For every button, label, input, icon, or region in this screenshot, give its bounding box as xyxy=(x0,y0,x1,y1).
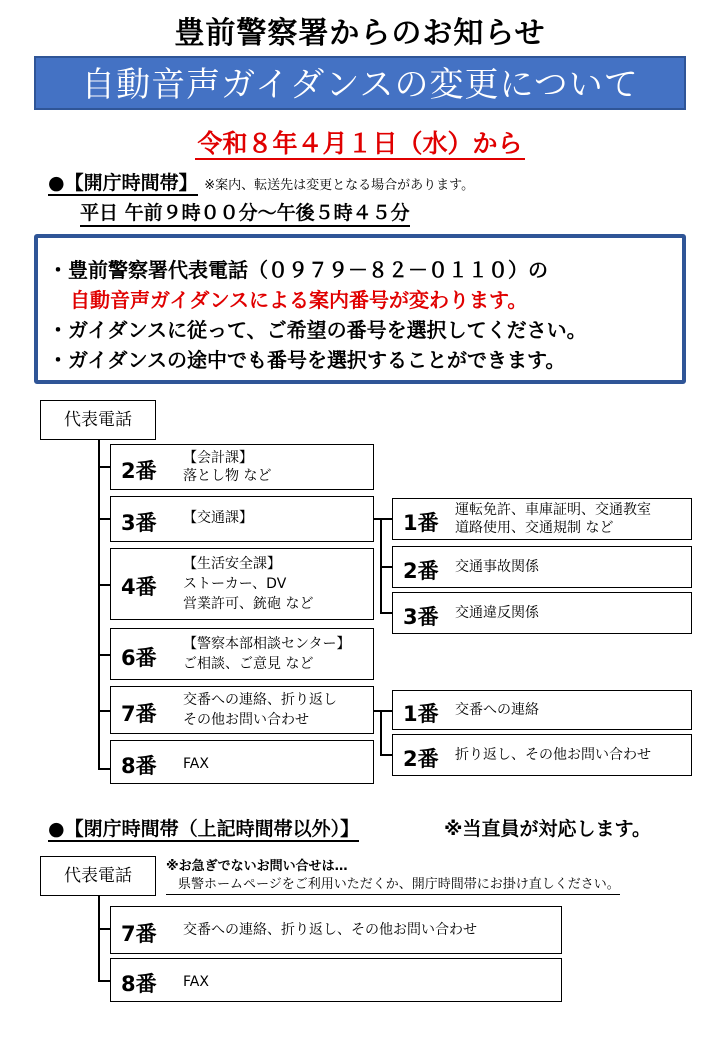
open-hours-note: ※案内、転送先は変更となる場合があります。 xyxy=(204,178,475,193)
tree1-branch-line xyxy=(98,518,110,520)
menu-item-8 xyxy=(110,740,374,784)
submenu-7-2 xyxy=(392,734,692,776)
tree1-branch-line xyxy=(98,654,110,656)
bullet-icon: ● xyxy=(48,172,65,194)
submenu-3-2 xyxy=(392,546,692,588)
menu-item-desc-1: 【会計課】 xyxy=(183,450,253,466)
menu-item-number: 8番 xyxy=(121,972,157,996)
closed-item-7 xyxy=(110,906,562,954)
menu-item-desc-2: ご相談、ご意見 など xyxy=(183,656,314,672)
open-hours-heading xyxy=(48,168,474,195)
menu-item-number: 8番 xyxy=(121,754,157,778)
menu-item-2 xyxy=(110,444,374,490)
submenu-number: 1番 xyxy=(403,702,439,726)
menu-item-6 xyxy=(110,628,374,680)
submenu-desc-1: 折り返し、その他お問い合わせ xyxy=(455,747,651,763)
submenu-3-1 xyxy=(392,498,692,540)
open-hours-mark xyxy=(48,172,198,196)
submenu-desc-2: 道路使用、交通規制 など xyxy=(455,520,614,536)
submenu-number: 2番 xyxy=(403,747,439,771)
menu-item-desc-1: 【交通課】 xyxy=(183,510,253,526)
tree1-branch-line xyxy=(98,768,110,770)
sub7-trunk-line xyxy=(380,710,382,754)
menu-item-7 xyxy=(110,686,374,734)
menu-item-desc-3: 営業許可、銃砲 など xyxy=(183,596,314,612)
menu-item-desc-1: FAX xyxy=(183,756,209,772)
effective-date xyxy=(0,124,720,160)
sub3-branch-line xyxy=(374,518,392,520)
submenu-number: 2番 xyxy=(403,559,439,583)
sub7-branch-line xyxy=(374,710,392,712)
menu-item-3 xyxy=(110,496,374,542)
menu-item-desc-1: FAX xyxy=(183,974,209,990)
menu-item-desc-1: 【警察本部相談センター】 xyxy=(183,636,351,652)
submenu-desc-1: 運転免許、車庫証明、交通教室 xyxy=(455,502,651,518)
submenu-7-1 xyxy=(392,690,692,730)
tree2-note-2: 県警ホームページをご利用いただくか、開庁時間帯にお掛け直しください。 xyxy=(166,876,620,895)
notice-title: 豊前警察署からのお知らせ xyxy=(174,16,546,51)
info-line-1: ・豊前警察署代表電話（０９７９－８２－０１１０）の xyxy=(48,258,548,282)
closed-hours-mark xyxy=(48,818,359,842)
closed-hours-note: ※当直員が対応します。 xyxy=(444,818,651,840)
tree2-note-1: ※お急ぎでないお問い合せは… xyxy=(166,859,348,874)
bullet-icon: ● xyxy=(48,818,65,840)
menu-item-desc-2: 落とし物 など xyxy=(183,468,272,484)
closed-item-8 xyxy=(110,958,562,1002)
tree1-branch-line xyxy=(98,710,110,712)
submenu-desc-1: 交通事故関係 xyxy=(455,559,539,575)
submenu-number: 1番 xyxy=(403,511,439,535)
tree1-branch-line xyxy=(98,466,110,468)
submenu-desc-1: 交番への連絡 xyxy=(455,702,539,718)
sub7-branch-line xyxy=(380,754,392,756)
tree2-trunk-line xyxy=(98,894,100,982)
sub3-branch-line xyxy=(380,566,392,568)
menu-item-number: 2番 xyxy=(121,459,157,483)
menu-item-desc-2: その他お問い合わせ xyxy=(183,712,309,728)
submenu-3-3 xyxy=(392,592,692,634)
menu-item-number: 7番 xyxy=(121,922,157,946)
notice-banner: 自動音声ガイダンスの変更について xyxy=(34,56,686,110)
menu-item-number: 6番 xyxy=(121,646,157,670)
menu-item-desc-1: 交番への連絡、折り返し xyxy=(183,692,337,708)
sub3-branch-line xyxy=(380,612,392,614)
tree2-branch-line xyxy=(98,980,110,982)
tree2-note xyxy=(166,858,620,895)
tree1-branch-line xyxy=(98,584,110,586)
tree2-branch-line xyxy=(98,928,110,930)
menu-item-desc-2: ストーカー、DV xyxy=(183,576,287,592)
menu-item-4 xyxy=(110,548,374,620)
effective-date-text: 令和８年４月１日（水）から xyxy=(197,129,523,158)
closed-hours-heading xyxy=(48,814,359,841)
menu-item-number: 7番 xyxy=(121,702,157,726)
menu-item-number: 3番 xyxy=(121,511,157,535)
info-line-4: ・ガイダンスの途中でも番号を選択することができます。 xyxy=(48,348,566,372)
info-line-2: 自動音声ガイダンスによる案内番号が変わります。 xyxy=(70,288,528,312)
tree1-root-box: 代表電話 xyxy=(40,400,156,440)
closed-hours-label: 【閉庁時間帯（上記時間帯以外）】 xyxy=(64,818,360,840)
open-hours-time: 平日 午前９時００分～午後５時４５分 xyxy=(80,198,410,227)
menu-item-desc-1: 【生活安全課】 xyxy=(183,556,281,572)
info-line-3: ・ガイダンスに従って、ご希望の番号を選択してください。 xyxy=(48,318,587,342)
open-hours-label: 【開庁時間帯】 xyxy=(64,172,198,194)
tree2-root-box: 代表電話 xyxy=(40,856,156,896)
submenu-desc-1: 交通違反関係 xyxy=(455,605,539,621)
menu-item-desc-1: 交番への連絡、折り返し、その他お問い合わせ xyxy=(183,922,477,938)
submenu-number: 3番 xyxy=(403,605,439,629)
tree1-trunk-line xyxy=(98,438,100,770)
menu-item-number: 4番 xyxy=(121,575,157,599)
